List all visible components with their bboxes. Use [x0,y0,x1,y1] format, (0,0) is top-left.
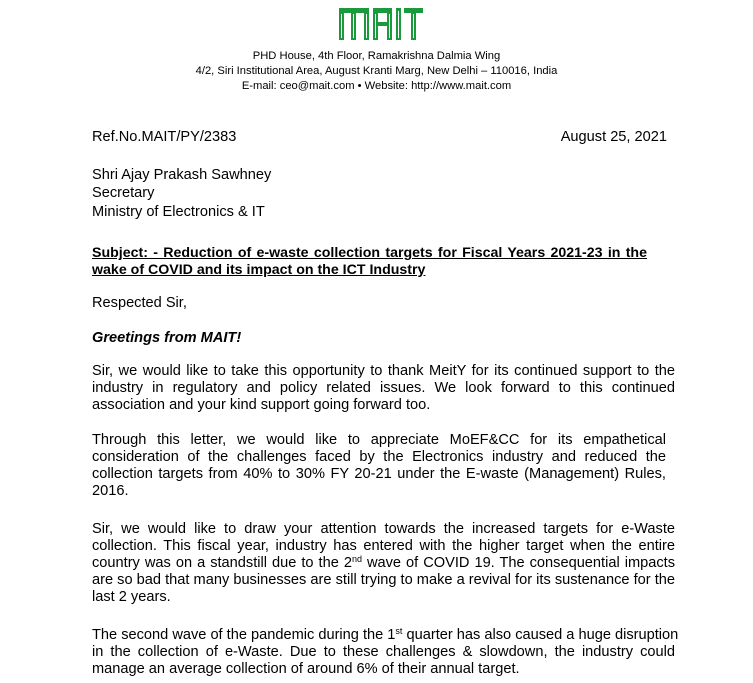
paragraph-4 [92,626,679,678]
paragraph-2-line: 2016. [92,483,129,499]
subject-line [92,245,647,279]
paragraph-2 [92,432,666,500]
paragraph-3 [92,521,675,606]
contact-line: E-mail: ceo@mait.com • Website: http://www.mait.com [241,80,512,92]
letter-date: August 25, 2021 [560,129,667,145]
address-line-1: PHD House, 4th Floor, Ramakrishna Dalmia Wing [252,50,501,62]
subject-line-1: Subject: - Reduction of e-waste collection targets for Fiscal Years 2021-23 in the [92,245,647,261]
recipient-title: Secretary [92,185,155,201]
paragraph-3-line: last 2 years. [92,589,171,605]
paragraph-4-line: manage an average collection of around 6% of their annual target. [92,661,520,677]
greeting: Greetings from MAIT! [92,330,242,346]
paragraph-3-line: are so bad that many businesses are still trying to make a revival for its sustenance for the [92,572,675,588]
paragraph-4-line: The second wave of the pandemic during the 1st quarter has also caused a huge disruption [92,626,679,643]
paragraph-3-line: country was on a standstill due to the 2nd wave of COVID 19. The consequential impacts [92,554,675,571]
address-line-2: 4/2, Siri Institutional Area, August Kranti Marg, New Delhi – 110016, India [195,65,558,77]
salutation: Respected Sir, [92,295,187,311]
paragraph-1-line: industry in regulatory and policy related issues. We look forward to this continued [92,380,675,396]
paragraph-2-line: Through this letter, we would like to appreciate MoEF&CC for its empathetical [92,432,666,448]
paragraph-1-line: Sir, we would like to take this opportunity to thank MeitY for its continued support to the [92,363,675,379]
paragraph-4-line: in the collection of e-Waste. Due to these challenges & slowdown, the industry could [92,644,675,660]
paragraph-2-line: consideration of the challenges faced by the Electronics industry and reduced the [92,449,666,465]
paragraph-3-line: Sir, we would like to draw your attention towards the increased targets for e-Waste [92,521,675,537]
paragraph-2-line: collection targets from 40% to 30% FY 20-21 under the E-waste (Management) Rules, [92,466,666,482]
paragraph-1-line: association and your kind support going forward too. [92,397,431,413]
recipient-organization: Ministry of Electronics & IT [92,204,265,220]
reference-number: Ref.No.MAIT/PY/2383 [92,129,237,145]
recipient-name: Shri Ajay Prakash Sawhney [92,167,272,183]
subject-line-2: wake of COVID and its impact on the ICT Industry [92,262,426,278]
paragraph-1 [92,363,675,414]
paragraph-3-line: collection. This fiscal year, industry has entered with the higher target when the entire [92,538,675,554]
mait-logo [338,4,424,42]
